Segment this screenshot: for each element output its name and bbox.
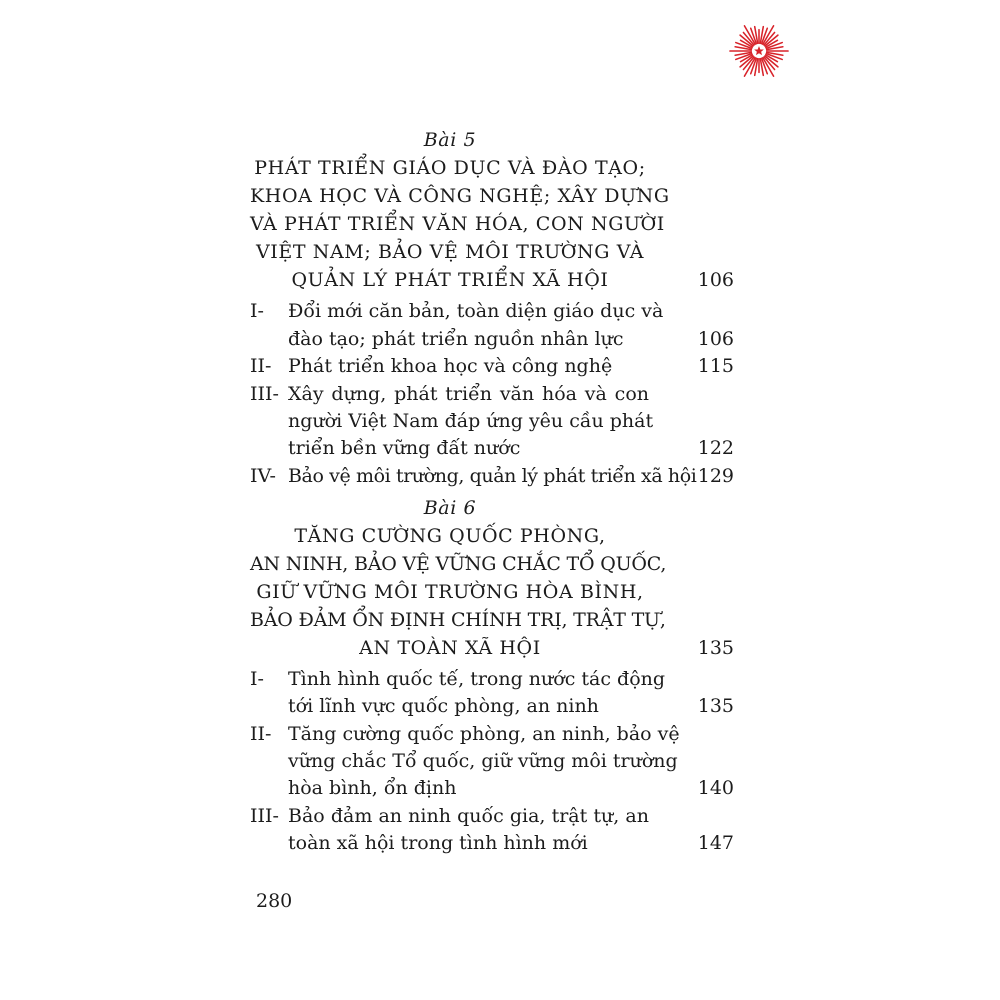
- toc-item-number: I-: [250, 300, 264, 322]
- toc-item-text[interactable]: Bảo đảm an ninh quốc gia, trật tự, an: [288, 805, 649, 827]
- footer-page-number: 280: [256, 890, 293, 912]
- lesson6-title-line: AN TOÀN XÃ HỘI: [359, 637, 541, 659]
- lesson6-title-line: TĂNG CƯỜNG QUỐC PHÒNG,: [294, 525, 606, 547]
- toc-item-number: IV-: [250, 465, 276, 487]
- toc-item-page[interactable]: 129: [697, 465, 734, 487]
- lesson5-title-line: PHÁT TRIỂN GIÁO DỤC VÀ ĐÀO TẠO;: [254, 157, 646, 179]
- toc-item-page[interactable]: 147: [697, 832, 734, 854]
- toc-item-page[interactable]: 140: [697, 777, 734, 799]
- toc-item-text[interactable]: đào tạo; phát triển nguồn nhân lực: [288, 328, 624, 350]
- toc-item-text[interactable]: triển bền vững đất nước: [288, 437, 521, 459]
- toc-item-text[interactable]: Tăng cường quốc phòng, an ninh, bảo vệ: [288, 723, 680, 745]
- lesson5-label: Bài 5: [423, 129, 477, 151]
- lesson5-page[interactable]: 106: [697, 269, 734, 291]
- toc-item-text[interactable]: toàn xã hội trong tình hình mới: [288, 832, 588, 854]
- lesson6-label: Bài 6: [423, 497, 477, 519]
- lesson6-title-line: GIỮ VỮNG MÔI TRƯỜNG HÒA BÌNH,: [256, 581, 644, 603]
- toc-item-page[interactable]: 122: [697, 437, 734, 459]
- toc-item-text[interactable]: Bảo vệ môi trường, quản lý phát triển xã hội: [288, 465, 697, 487]
- toc-item-text[interactable]: người Việt Nam đáp ứng yêu cầu phát: [288, 410, 654, 432]
- toc-item-number: III-: [250, 805, 279, 827]
- toc-item-page[interactable]: 106: [697, 328, 734, 350]
- toc-item-text[interactable]: Xây dựng, phát triển văn hóa và con: [288, 383, 649, 405]
- lesson5-title-line: KHOA HỌC VÀ CÔNG NGHỆ; XÂY DỰNG: [250, 185, 670, 207]
- toc-item-text[interactable]: hòa bình, ổn định: [288, 777, 457, 799]
- toc-item-number: II-: [250, 723, 272, 745]
- toc-item-number: I-: [250, 668, 264, 690]
- red-star-emblem-icon: [728, 20, 790, 82]
- lesson6-title-line: BẢO ĐẢM ỔN ĐỊNH CHÍNH TRỊ, TRẬT TỰ,: [250, 609, 666, 631]
- toc-item-text[interactable]: Tình hình quốc tế, trong nước tác động: [288, 668, 666, 690]
- toc-item-page[interactable]: 115: [697, 355, 734, 377]
- toc-item-number: III-: [250, 383, 279, 405]
- lesson5-title-line: VÀ PHÁT TRIỂN VĂN HÓA, CON NGƯỜI: [250, 213, 665, 235]
- lesson5-title-line: VIỆT NAM; BẢO VỆ MÔI TRƯỜNG VÀ: [255, 241, 645, 263]
- lesson6-title-line: AN NINH, BẢO VỆ VỮNG CHẮC TỔ QUỐC,: [250, 553, 667, 575]
- toc-item-text[interactable]: vững chắc Tổ quốc, giữ vững môi trường: [288, 750, 678, 772]
- lesson5-title-line: QUẢN LÝ PHÁT TRIỂN XÃ HỘI: [291, 269, 609, 291]
- toc-item-text[interactable]: tới lĩnh vực quốc phòng, an ninh: [288, 695, 599, 717]
- toc-item-number: II-: [250, 355, 272, 377]
- toc-item-page[interactable]: 135: [697, 695, 734, 717]
- toc-item-text[interactable]: Phát triển khoa học và công nghệ: [288, 355, 613, 377]
- lesson6-page[interactable]: 135: [697, 637, 734, 659]
- toc-item-text[interactable]: Đổi mới căn bản, toàn diện giáo dục và: [288, 300, 664, 322]
